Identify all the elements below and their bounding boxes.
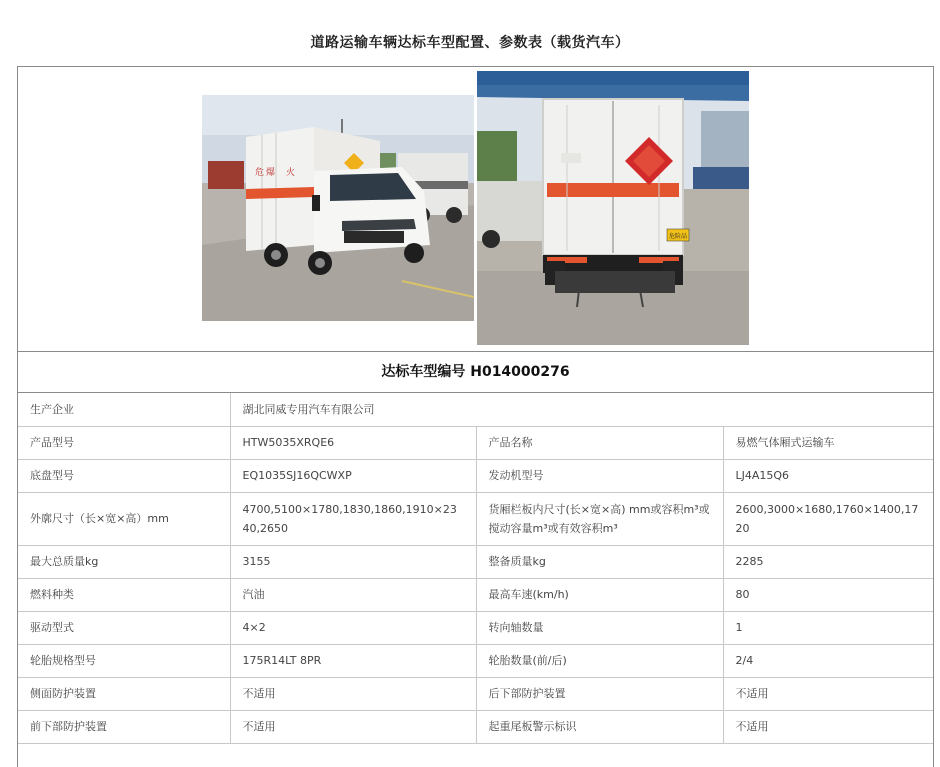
- row-label: 货厢栏板内尺寸(长×宽×高) mm或容积m³或搅动容量m³或有效容积m³: [476, 492, 723, 545]
- row-value: 不适用: [723, 710, 933, 743]
- row-label: 底盘型号: [18, 459, 230, 492]
- row-value: 2600,3000×1680,1760×1400,1720: [723, 492, 933, 545]
- row-value: HTW5035XRQE6: [230, 426, 476, 459]
- row-label: 最高车速(km/h): [476, 578, 723, 611]
- row-value: 175R14LT 8PR: [230, 644, 476, 677]
- table-row: [18, 710, 933, 743]
- row-label: 轮胎数量(前/后): [476, 644, 723, 677]
- row-label: 侧面防护装置: [18, 677, 230, 710]
- table-row: [18, 492, 933, 545]
- row-label: 外廓尺寸（长×宽×高）mm: [18, 492, 230, 545]
- rear-hazard-plate: 危险品: [669, 233, 688, 240]
- row-value: 不适用: [230, 710, 476, 743]
- table-row: [18, 578, 933, 611]
- row-value: 汽油: [230, 578, 476, 611]
- row-value: 不适用: [230, 677, 476, 710]
- side-label-explosive: 爆: [266, 168, 276, 178]
- row-value: 4700,5100×1780,1830,1860,1910×2340,2650: [230, 492, 476, 545]
- table-row: [18, 393, 933, 426]
- row-value: 80: [723, 578, 933, 611]
- row-value: LJ4A15Q6: [723, 459, 933, 492]
- row-value: 3155: [230, 545, 476, 578]
- row-label: 转向轴数量: [476, 611, 723, 644]
- table-row: [18, 677, 933, 710]
- table-row: [18, 644, 933, 677]
- spec-table: [18, 393, 933, 744]
- row-label: 产品名称: [476, 426, 723, 459]
- row-value: 2/4: [723, 644, 933, 677]
- row-label: 最大总质量kg: [18, 545, 230, 578]
- row-value: 4×2: [230, 611, 476, 644]
- row-label: 轮胎规格型号: [18, 644, 230, 677]
- row-label: 发动机型号: [476, 459, 723, 492]
- row-value: 1: [723, 611, 933, 644]
- photo-row: [18, 67, 933, 352]
- row-value: 不适用: [723, 677, 933, 710]
- row-label: 燃料种类: [18, 578, 230, 611]
- truck-side-photo: [202, 95, 474, 321]
- row-label: 产品型号: [18, 426, 230, 459]
- row-value: 易燃气体厢式运输车: [723, 426, 933, 459]
- spec-sheet: [17, 66, 934, 767]
- row-label: 前下部防护装置: [18, 710, 230, 743]
- truck-rear-photo: [477, 71, 749, 345]
- side-label-fire: 火: [286, 168, 296, 178]
- row-value: EQ1035SJ16QCWXP: [230, 459, 476, 492]
- row-label: 后下部防护装置: [476, 677, 723, 710]
- row-label: 驱动型式: [18, 611, 230, 644]
- side-label-danger: 危: [255, 168, 265, 178]
- table-row: [18, 545, 933, 578]
- row-value: 2285: [723, 545, 933, 578]
- row-label: 生产企业: [18, 393, 230, 426]
- model-code: 达标车型编号 H014000276: [18, 352, 933, 393]
- row-label: 起重尾板警示标识: [476, 710, 723, 743]
- table-row: [18, 611, 933, 644]
- row-label: 整备质量kg: [476, 545, 723, 578]
- row-value: 湖北同威专用汽车有限公司: [230, 393, 933, 426]
- table-row: [18, 459, 933, 492]
- table-row: [18, 426, 933, 459]
- page-title: 道路运输车辆达标车型配置、参数表（载货汽车）: [310, 35, 630, 51]
